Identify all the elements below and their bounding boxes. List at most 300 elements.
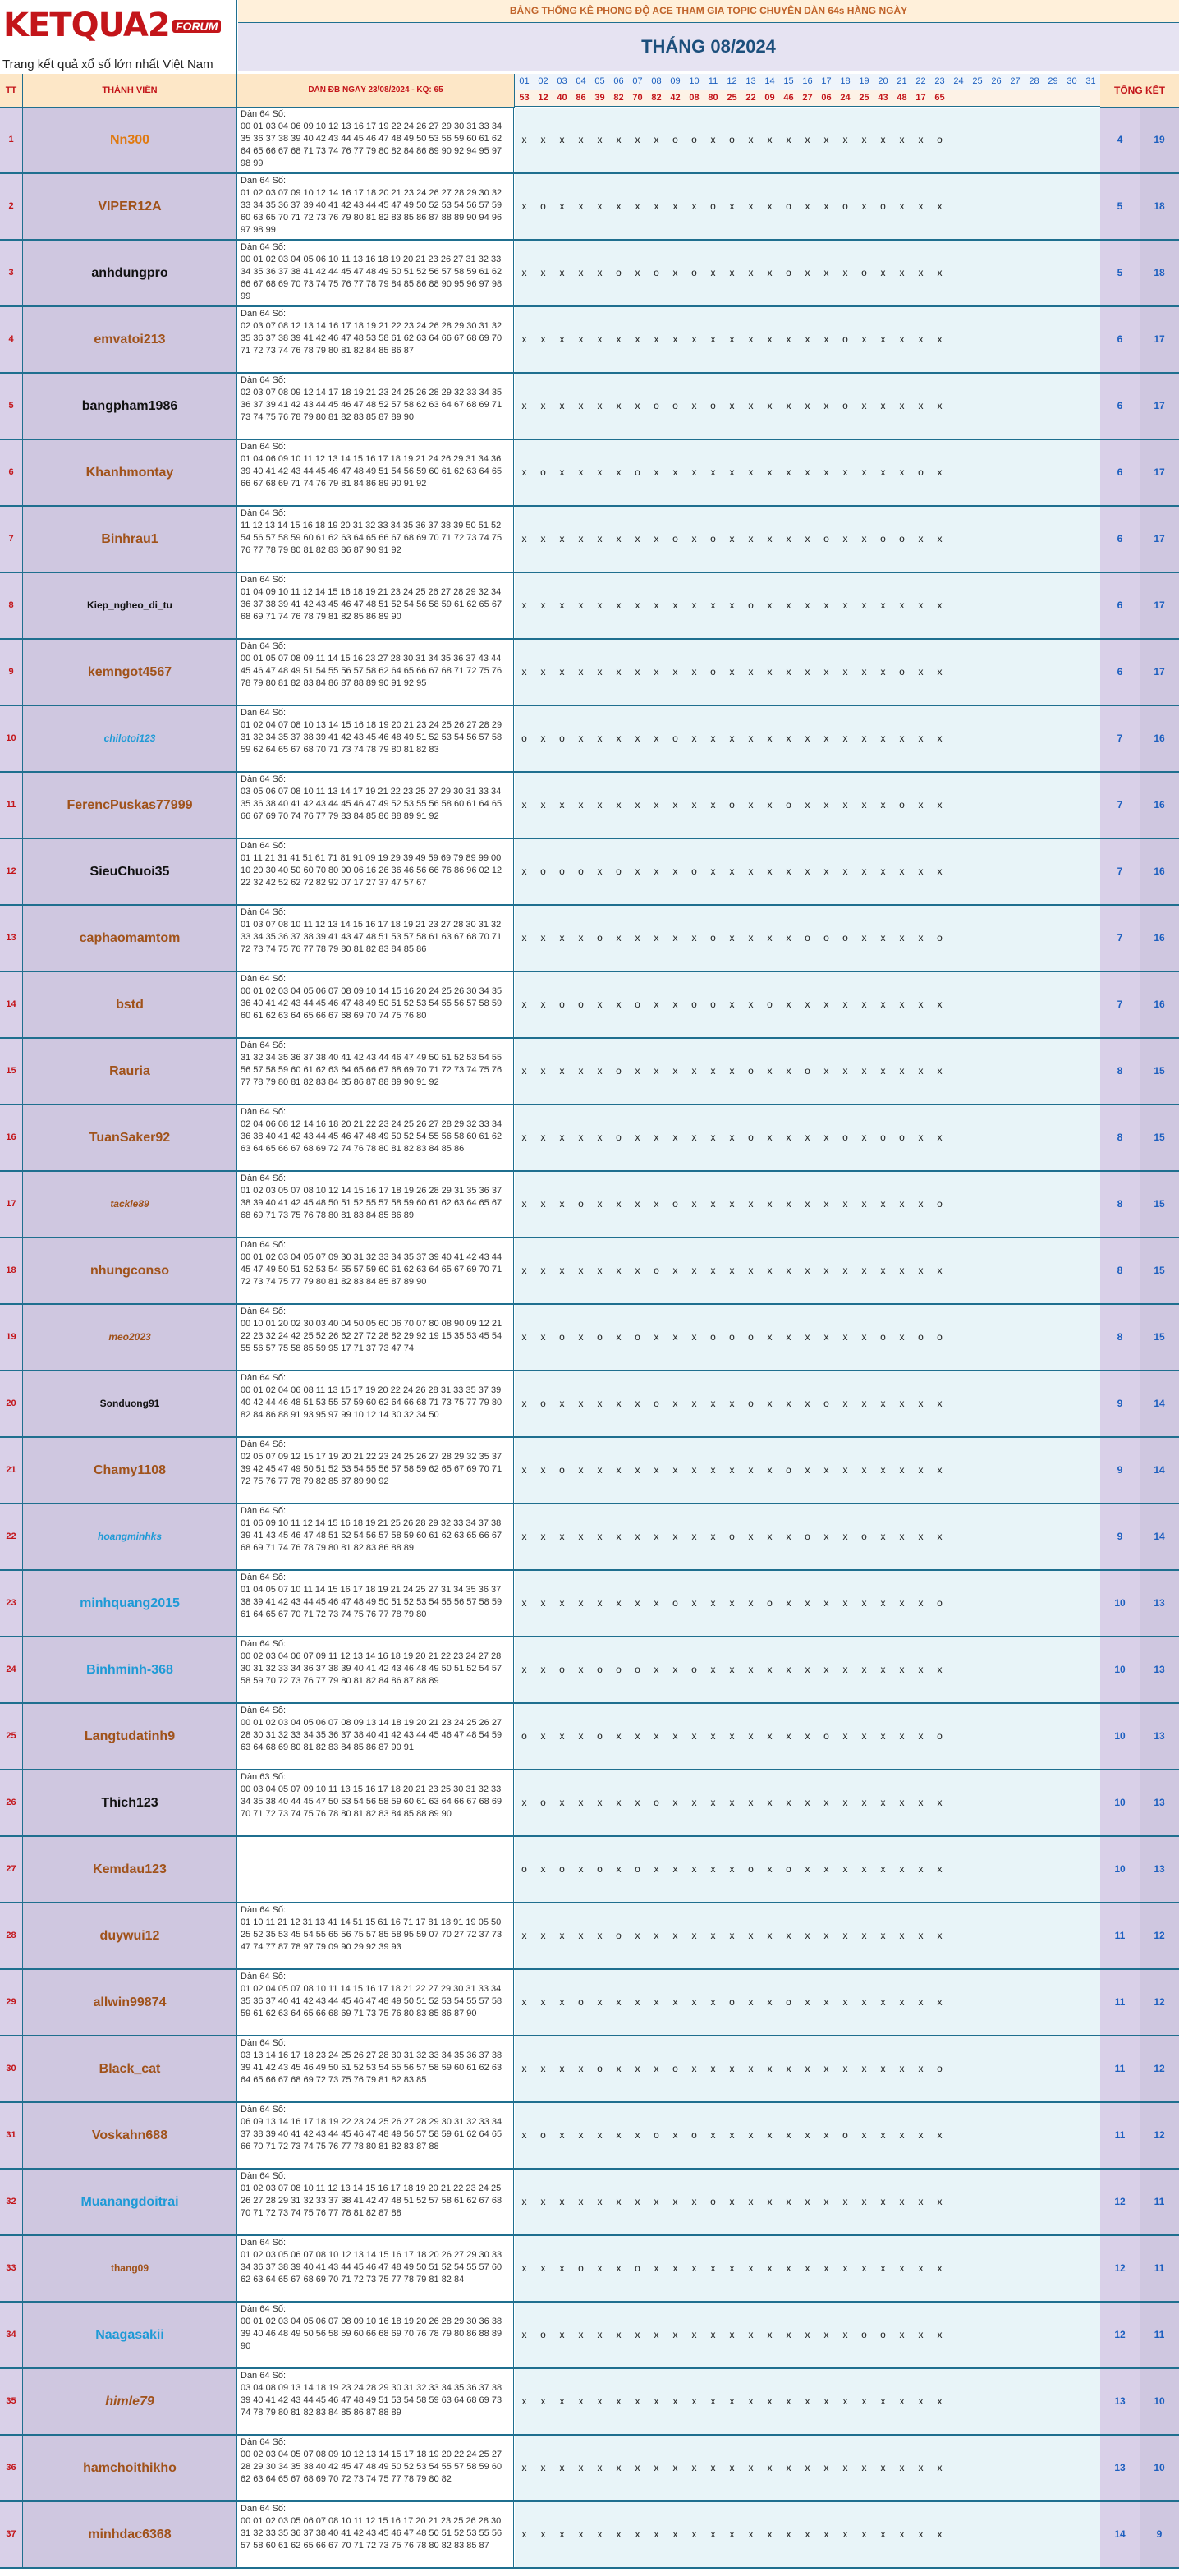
day-mark: x [741, 640, 761, 705]
day-mark: x [779, 2369, 799, 2434]
member-name[interactable]: TuanSaker92 [23, 1105, 237, 1170]
member-name[interactable]: Thich123 [23, 1770, 237, 1835]
day-mark: o [760, 1571, 780, 1636]
dan-numbers: 01 02 03 07 08 10 11 12 13 14 15 16 17 18 19 20 21 22 23 24 25 26 27 28 29 31 32 33 37 38 41 42 47 48 51 52 57 58 61 62 67 68 70 71 72 73 74 75 76 77 78 81 82 87 88 [241, 2183, 502, 2218]
day-mark: x [911, 1105, 931, 1170]
day-mark: x [534, 2036, 553, 2101]
member-name[interactable]: caphaomamtom [23, 906, 237, 971]
day-mark [949, 2036, 969, 2101]
day-mark [1081, 507, 1101, 572]
day-mark: x [855, 507, 874, 572]
day-26: 26 [987, 74, 1007, 90]
member-name[interactable]: Kiep_ngheo_di_tu [23, 573, 237, 638]
member-name[interactable]: Binhminh-368 [23, 1637, 237, 1702]
day-mark: x [609, 1571, 629, 1636]
dan-cell [237, 706, 514, 771]
day-mark: x [571, 1637, 591, 1702]
day-mark: x [855, 2103, 874, 2168]
day-mark: x [855, 972, 874, 1037]
day-mark: x [741, 2103, 761, 2168]
day-mark: x [647, 839, 667, 904]
member-name[interactable]: Langtudatinh9 [23, 1704, 237, 1769]
day-mark: x [609, 972, 629, 1037]
day-mark [1044, 1438, 1063, 1503]
total-hit-count: 5 [1100, 241, 1140, 305]
day-mark: o [571, 2236, 591, 2301]
day-mark: x [874, 374, 893, 439]
dan-label: Dàn 64 Số: [241, 1905, 287, 1915]
table-row [0, 507, 1179, 573]
member-name[interactable]: Muanangdoitrai [23, 2170, 237, 2234]
day-mark: x [855, 1172, 874, 1237]
result-day-28 [1025, 90, 1044, 107]
day-mark: o [741, 1305, 761, 1370]
day-mark [1044, 1039, 1063, 1104]
day-mark [1081, 2502, 1101, 2567]
result-day-26 [987, 90, 1007, 107]
day-mark [968, 440, 988, 505]
logo[interactable] [0, 0, 237, 76]
day-mark [968, 972, 988, 1037]
day-mark: x [855, 108, 874, 172]
day-mark [1081, 374, 1101, 439]
day-mark: x [628, 241, 648, 305]
day-mark: x [874, 573, 893, 638]
day-mark [1025, 2236, 1044, 2301]
day-mark: x [704, 1238, 723, 1303]
total-hit-count: 8 [1100, 1105, 1140, 1170]
day-mark: x [534, 307, 553, 372]
day-mark: x [817, 2236, 837, 2301]
day-mark [968, 1438, 988, 1503]
day-mark [1025, 2103, 1044, 2168]
day-mark: x [704, 1105, 723, 1170]
day-mark: x [609, 1837, 629, 1902]
day-mark [1025, 1238, 1044, 1303]
day-mark: x [760, 2236, 780, 2301]
member-name[interactable]: SieuChuoi35 [23, 839, 237, 904]
day-mark [1044, 1704, 1063, 1769]
day-mark: x [836, 241, 856, 305]
total-miss-count: 10 [1140, 2436, 1179, 2500]
day-mark: o [553, 839, 572, 904]
day-mark: x [666, 2170, 686, 2234]
dan-cell [237, 773, 514, 838]
member-name[interactable]: FerencPuskas77999 [23, 773, 237, 838]
member-name[interactable]: Binhrau1 [23, 507, 237, 572]
day-21: 21 [892, 74, 912, 90]
day-mark: x [666, 1837, 686, 1902]
day-mark: x [723, 1704, 742, 1769]
day-mark: o [666, 1172, 686, 1237]
day-mark: x [571, 2036, 591, 2101]
day-mark: x [590, 1371, 610, 1436]
result-day-25 [968, 90, 988, 107]
day-mark: x [874, 108, 893, 172]
day-mark: x [590, 1438, 610, 1503]
total-miss-count: 13 [1140, 1837, 1179, 1902]
day-mark: x [874, 1704, 893, 1769]
day-marks [515, 640, 1100, 705]
day-mark: x [798, 773, 818, 838]
day-mark [1062, 706, 1082, 771]
day-mark: x [553, 1371, 572, 1436]
day-mark: x [609, 1371, 629, 1436]
total-hit-count: 7 [1100, 906, 1140, 971]
day-mark: x [609, 2103, 629, 2168]
day-mark [1025, 1105, 1044, 1170]
day-mark: x [628, 1903, 648, 1968]
day-mark [1081, 1039, 1101, 1104]
row-number: 18 [0, 1238, 23, 1303]
day-mark: x [930, 1504, 950, 1569]
day-mark: x [534, 706, 553, 771]
day-mark: x [515, 1504, 534, 1569]
day-mark: x [628, 2103, 648, 2168]
total-miss-count: 13 [1140, 1704, 1179, 1769]
day-mark: x [590, 573, 610, 638]
day-mark: x [704, 1903, 723, 1968]
day-mark: x [571, 573, 591, 638]
day-mark: x [571, 2436, 591, 2500]
day-mark: x [553, 2303, 572, 2367]
day-mark [1025, 773, 1044, 838]
day-mark: x [609, 374, 629, 439]
day-mark: o [553, 1438, 572, 1503]
member-name[interactable]: chilotoi123 [23, 706, 237, 771]
row-number: 33 [0, 2236, 23, 2301]
day-mark: x [647, 1837, 667, 1902]
day-mark: x [723, 2303, 742, 2367]
day-mark: x [628, 374, 648, 439]
day-mark: o [930, 906, 950, 971]
day-mark: x [779, 1172, 799, 1237]
day-mark: x [609, 2502, 629, 2567]
day-mark: x [817, 1837, 837, 1902]
day-mark: x [723, 440, 742, 505]
day-mark: x [836, 1704, 856, 1769]
day-mark: x [571, 440, 591, 505]
day-mark [949, 1571, 969, 1636]
day-mark: x [628, 1105, 648, 1170]
day-27: 27 [1006, 74, 1025, 90]
dan-cell [237, 1571, 514, 1636]
table-row [0, 1637, 1179, 1704]
day-mark: x [704, 1504, 723, 1569]
day-mark: x [760, 1238, 780, 1303]
day-mark: x [571, 1105, 591, 1170]
day-mark: x [911, 1970, 931, 2035]
day-mark: o [779, 773, 799, 838]
result-day-12: 25 [723, 90, 742, 107]
day-mark: x [911, 773, 931, 838]
day-30: 30 [1062, 74, 1082, 90]
day-mark: x [760, 374, 780, 439]
day-marks [515, 1238, 1100, 1303]
day-mark [1062, 307, 1082, 372]
member-name[interactable]: Rauria [23, 1039, 237, 1104]
day-mark: x [571, 1571, 591, 1636]
day-mark: x [817, 2303, 837, 2367]
day-mark: x [798, 108, 818, 172]
day-mark: x [609, 1438, 629, 1503]
day-mark: x [704, 773, 723, 838]
result-day-20: 43 [874, 90, 893, 107]
day-mark [1025, 507, 1044, 572]
member-name[interactable]: anhdungpro [23, 241, 237, 305]
day-mark: x [590, 241, 610, 305]
day-mark: x [553, 108, 572, 172]
day-mark [949, 2369, 969, 2434]
row-number: 17 [0, 1172, 23, 1237]
day-mark: x [836, 972, 856, 1037]
day-mark: o [723, 1305, 742, 1370]
member-name[interactable]: Naagasakii [23, 2303, 237, 2367]
day-11: 11 [704, 74, 723, 90]
dan-numbers: 01 03 07 08 10 11 12 13 14 15 16 17 18 19 21 23 27 28 30 31 32 33 34 35 36 37 38 39 41 43 47 48 51 53 57 58 61 63 67 68 70 71 72 73 74 75 76 77 78 79 80 81 82 83 84 85 86 [241, 920, 502, 954]
day-mark: x [930, 241, 950, 305]
day-mark [1044, 1504, 1063, 1569]
member-name[interactable]: Chamy1108 [23, 1438, 237, 1503]
day-mark: x [855, 1371, 874, 1436]
member-name[interactable]: bstd [23, 972, 237, 1037]
table-row [0, 2436, 1179, 2502]
day-mark: x [836, 2502, 856, 2567]
total-miss-count: 17 [1140, 507, 1179, 572]
day-mark: o [609, 839, 629, 904]
day-mark: x [760, 1105, 780, 1170]
member-name[interactable]: VIPER12A [23, 174, 237, 239]
day-mark: x [760, 440, 780, 505]
day-mark: x [930, 1837, 950, 1902]
dan-label: Dàn 64 Số: [241, 1306, 287, 1316]
day-mark: x [553, 1770, 572, 1835]
member-name[interactable]: duywui12 [23, 1903, 237, 1968]
day-mark: x [892, 440, 912, 505]
day-mark [1062, 1571, 1082, 1636]
day-mark: x [798, 2303, 818, 2367]
table-row [0, 2303, 1179, 2369]
day-mark [949, 174, 969, 239]
day-mark [1081, 1172, 1101, 1237]
day-mark: x [930, 2170, 950, 2234]
day-mark [1081, 2236, 1101, 2301]
total-miss-count: 12 [1140, 1903, 1179, 1968]
table-row [0, 2236, 1179, 2303]
row-number: 27 [0, 1837, 23, 1902]
member-name[interactable]: minhdac6368 [23, 2502, 237, 2567]
day-mark: x [911, 2436, 931, 2500]
day-mark [1044, 1770, 1063, 1835]
member-name[interactable]: Voskahn688 [23, 2103, 237, 2168]
day-mark: x [779, 108, 799, 172]
logo-subtitle: Trang kết quả xổ số lớn nhất Việt Nam [2, 57, 213, 71]
day-mark: x [874, 2502, 893, 2567]
dan-cell [237, 1504, 514, 1569]
day-mark [1044, 2369, 1063, 2434]
dan-cell [237, 307, 514, 372]
day-mark: x [609, 307, 629, 372]
day-mark: x [892, 307, 912, 372]
member-name[interactable]: Nn300 [23, 108, 237, 172]
member-name[interactable]: thang09 [23, 2236, 237, 2301]
day-mark: x [628, 1770, 648, 1835]
day-mark [987, 1637, 1007, 1702]
day-mark [1006, 507, 1025, 572]
day-mark: x [817, 307, 837, 372]
day-mark [968, 640, 988, 705]
day-mark: x [515, 307, 534, 372]
member-name[interactable]: allwin99874 [23, 1970, 237, 2035]
day-mark: o [930, 108, 950, 172]
day-mark: x [874, 1039, 893, 1104]
day-mark [1081, 1903, 1101, 1968]
day-mark [1025, 1504, 1044, 1569]
member-name[interactable]: Khanhmontay [23, 440, 237, 505]
day-mark [1062, 2303, 1082, 2367]
day-mark: x [855, 1704, 874, 1769]
day-mark [968, 773, 988, 838]
day-mark: x [704, 706, 723, 771]
day-mark [1006, 174, 1025, 239]
day-mark: x [666, 1039, 686, 1104]
day-mark [949, 1770, 969, 1835]
dan-numbers: 00 02 03 04 06 07 09 11 12 13 14 16 18 19 20 21 22 23 24 27 28 30 31 32 33 34 36 37 38 39 40 41 42 43 46 48 49 50 51 52 54 57 58 59 70 72 73 76 77 79 80 81 82 84 86 87 88 89 [241, 1651, 502, 1686]
member-name[interactable]: emvatoi213 [23, 307, 237, 372]
day-mark: x [874, 1770, 893, 1835]
day-mark: x [553, 174, 572, 239]
dan-cell [237, 1837, 514, 1902]
day-mark: x [553, 374, 572, 439]
day-mark: x [647, 2369, 667, 2434]
day-mark [949, 2436, 969, 2500]
day-mark: x [741, 108, 761, 172]
dan-label: Dàn 64 Số: [241, 1706, 287, 1715]
day-mark [949, 1039, 969, 1104]
day-marks [515, 1371, 1100, 1436]
day-mark [968, 1837, 988, 1902]
member-name[interactable]: nhungconso [23, 1238, 237, 1303]
day-mark: x [515, 2303, 534, 2367]
member-name[interactable]: tackle89 [23, 1172, 237, 1237]
day-mark [1025, 1970, 1044, 2035]
day-mark [1006, 108, 1025, 172]
member-name[interactable]: hoangminhks [23, 1504, 237, 1569]
day-mark: x [515, 2103, 534, 2168]
day-mark: o [892, 1105, 912, 1170]
day-mark: x [874, 2170, 893, 2234]
total-hit-count: 7 [1100, 839, 1140, 904]
member-name[interactable]: meo2023 [23, 1305, 237, 1370]
day-mark: x [590, 507, 610, 572]
day-mark [1006, 1039, 1025, 1104]
day-marks [515, 1704, 1100, 1769]
dan-numbers: 03 04 08 09 13 14 18 19 23 24 28 29 30 31 32 33 34 35 36 37 38 39 40 41 42 43 44 45 46 47 48 49 51 53 54 58 59 63 64 68 69 73 74 78 79 80 81 82 83 84 85 86 87 88 89 [241, 2383, 502, 2418]
table-row [0, 1172, 1179, 1238]
day-mark: o [892, 773, 912, 838]
day-mark [968, 2170, 988, 2234]
day-mark: x [817, 1770, 837, 1835]
day-mark [987, 374, 1007, 439]
member-name[interactable]: Sonduong91 [23, 1371, 237, 1436]
day-mark: x [798, 2436, 818, 2500]
day-mark: x [666, 972, 686, 1037]
day-mark [1006, 2036, 1025, 2101]
day-mark [968, 1704, 988, 1769]
member-name[interactable]: Kemdau123 [23, 1837, 237, 1902]
row-number: 21 [0, 1438, 23, 1503]
day-mark: x [760, 1903, 780, 1968]
day-mark: x [874, 1837, 893, 1902]
day-mark [987, 174, 1007, 239]
day-marks [515, 507, 1100, 572]
day-mark: x [553, 2369, 572, 2434]
day-mark: o [609, 1105, 629, 1170]
day-mark [1081, 2170, 1101, 2234]
member-name[interactable]: himle79 [23, 2369, 237, 2434]
member-name[interactable]: kemngot4567 [23, 640, 237, 705]
day-mark: x [911, 2103, 931, 2168]
day-mark: x [836, 1504, 856, 1569]
day-mark [1062, 2502, 1082, 2567]
day-mark: x [760, 706, 780, 771]
member-name[interactable]: minhquang2015 [23, 1571, 237, 1636]
dan-numbers: 00 01 02 03 04 05 06 07 08 09 13 14 18 19 20 21 23 24 25 26 27 28 30 31 32 33 34 35 36 37 38 40 41 42 43 44 45 46 47 48 54 59 63 64 68 69 80 81 82 83 84 85 86 87 90 91 [241, 1718, 502, 1752]
day-mark: x [609, 2236, 629, 2301]
day-mark: x [590, 2502, 610, 2567]
day-mark: x [666, 2303, 686, 2367]
day-mark [987, 1371, 1007, 1436]
day-mark: x [817, 1504, 837, 1569]
day-mark: x [590, 640, 610, 705]
day-mark: x [647, 573, 667, 638]
day-mark [968, 1637, 988, 1702]
day-mark [1025, 972, 1044, 1037]
header-dan: DÀN ĐB NGÀY 23/08/2024 - KQ: 65 [237, 74, 515, 108]
dan-cell [237, 839, 514, 904]
day-mark: x [855, 2369, 874, 2434]
result-day-06: 82 [609, 90, 629, 107]
day-mark [987, 1504, 1007, 1569]
day-mark: x [779, 1770, 799, 1835]
member-name[interactable]: bangpham1986 [23, 374, 237, 439]
day-mark: x [628, 906, 648, 971]
day-mark [1006, 1305, 1025, 1370]
day-mark [949, 1105, 969, 1170]
day-mark [1081, 2036, 1101, 2101]
day-mark: x [760, 1970, 780, 2035]
day-mark: x [892, 2236, 912, 2301]
day-mark: x [590, 174, 610, 239]
day-mark: x [741, 1571, 761, 1636]
day-mark: x [515, 1571, 534, 1636]
day-mark: o [798, 1504, 818, 1569]
day-mark: x [647, 2236, 667, 2301]
day-mark: x [723, 2436, 742, 2500]
dan-numbers: 02 03 07 08 09 12 14 17 18 19 21 23 24 25 26 28 29 32 33 34 35 36 37 39 41 42 43 44 45 46 47 48 52 57 58 62 63 64 67 68 69 71 73 74 75 76 78 79 80 81 82 83 85 87 89 90 [241, 388, 502, 422]
day-mark: x [779, 1105, 799, 1170]
member-name[interactable]: Black_cat [23, 2036, 237, 2101]
day-mark: x [628, 706, 648, 771]
day-marks [515, 1571, 1100, 1636]
day-mark: x [798, 2502, 818, 2567]
day-mark: x [798, 2036, 818, 2101]
dan-label: Dàn 64 Số: [241, 176, 287, 186]
total-hit-count: 6 [1100, 374, 1140, 439]
table-row [0, 906, 1179, 972]
day-08: 08 [647, 74, 667, 90]
member-name[interactable]: hamchoithikho [23, 2436, 237, 2500]
